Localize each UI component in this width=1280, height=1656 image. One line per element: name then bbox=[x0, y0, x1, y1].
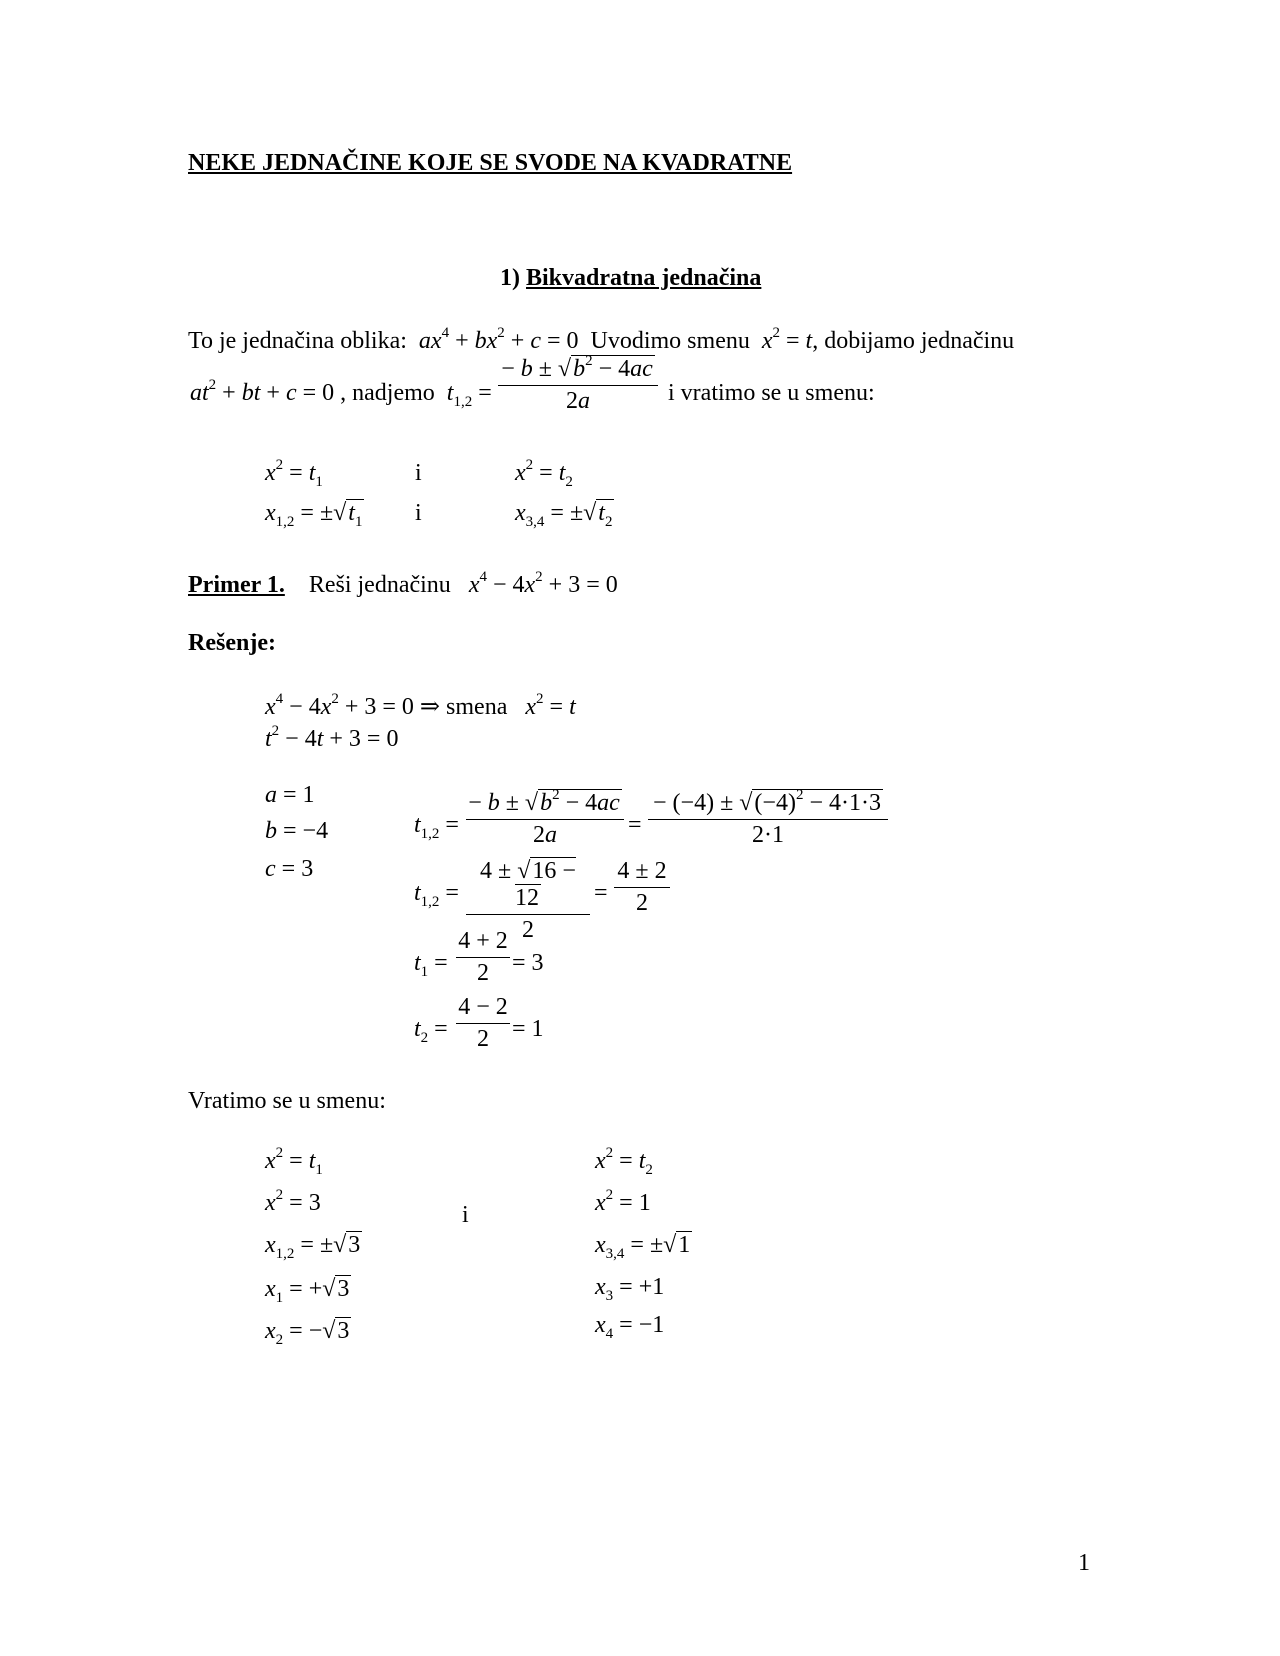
smena-word: smena bbox=[446, 694, 508, 720]
t1-fraction: 4 + 2 2 bbox=[456, 928, 510, 987]
equals-sign-1: = bbox=[628, 812, 642, 838]
t1-result: = 3 bbox=[512, 950, 544, 976]
t12-formula-substituted: − $(-4) \pm √(-4)^2 - 4\cdot 1\cdot 3$ 2·1 bbox=[648, 790, 888, 849]
res-x4: $x_4 = -1$ bbox=[595, 1312, 665, 1342]
eq-x12-sqrt-t1: $x_{1,2} = \pm√t_1$ bbox=[265, 500, 363, 530]
t2-fraction: 4 − 2 2 bbox=[456, 994, 510, 1053]
equals-sign-2: = bbox=[594, 880, 608, 906]
res-x34-sqrt1: $x_{3,4} = \pm√1$ bbox=[595, 1232, 691, 1262]
intro-text-mid: Uvodimo smenu bbox=[590, 328, 750, 354]
conj-i-3: i bbox=[462, 1202, 469, 1228]
intro-text-find: , nadjemo bbox=[340, 380, 435, 406]
t1-label: $t_1$ = bbox=[414, 950, 448, 980]
res-x2-1: $x^2 = 1$ bbox=[595, 1187, 651, 1216]
example-label: Primer 1. bbox=[188, 572, 285, 598]
intro-line-2 bbox=[190, 377, 492, 410]
t12-label: $t_{1,2}$ = bbox=[446, 380, 492, 410]
conj-i-1: i bbox=[415, 460, 422, 486]
res-x2-t2: $x^2 = t_2$ bbox=[595, 1145, 653, 1178]
coef-c: c = 3 bbox=[265, 856, 314, 882]
eq-x34-sqrt-t2: $x_{3,4} = \pm√t_2$ bbox=[515, 500, 613, 530]
page-title: NEKE JEDNAČINE KOJE SE SVODE NA KVADRATNE bbox=[188, 150, 793, 176]
intro-text-start: To je jednačina oblika: bbox=[188, 328, 407, 354]
t2-label: $t_2$ = bbox=[414, 1016, 448, 1046]
res-x2-t1: $x^2 = t_1$ bbox=[265, 1145, 323, 1178]
t12-final: 4 ± 2 2 bbox=[614, 858, 670, 917]
t12-eq-label-2: $t_{1,2}$ = bbox=[414, 880, 459, 910]
page-number: 1 bbox=[1078, 1550, 1090, 1576]
res-x2-3: $x^2 = 3$ bbox=[265, 1187, 321, 1216]
biquadratic-form: $ax^4 + bx^2 + c = 0$ bbox=[418, 325, 585, 354]
intro-text-return: i vratimo se u smenu: bbox=[668, 380, 875, 406]
example-task: Reši jednačinu bbox=[308, 572, 451, 598]
coef-a: a = 1 bbox=[265, 782, 315, 808]
t12-simplified: 4 ± √16 − 12 2 bbox=[466, 858, 590, 944]
section-name: Bikvadratna jednačina bbox=[526, 265, 762, 291]
quadratic-in-t: $at^2$ + bt + c = 0 bbox=[190, 377, 335, 406]
t12-eq-label-1: $t_{1,2}$ = bbox=[414, 812, 459, 842]
eq-x2-t2: $x^2 = t_2$ bbox=[515, 457, 573, 490]
example-line bbox=[188, 569, 618, 599]
solution-label: Rešenje: bbox=[188, 630, 276, 656]
res-x1: $x_1 = +√3$ bbox=[265, 1276, 350, 1306]
intro-line-1 bbox=[188, 325, 1015, 355]
example-equation: $x^4 - 4x^2 + 3 = 0$ bbox=[468, 569, 618, 598]
section-heading bbox=[500, 265, 761, 292]
t12-formula-general: − $b \pm √b^2 - 4ac$ 2a bbox=[466, 790, 624, 849]
res-x12-sqrt3: $x_{1,2} = \pm√3$ bbox=[265, 1232, 361, 1262]
back-substitution-text: Vratimo se u smenu: bbox=[188, 1088, 386, 1114]
res-x2: $x_2 = -√3$ bbox=[265, 1318, 350, 1348]
section-number: 1) bbox=[500, 265, 520, 291]
res-x3: $x_3 = +1$ bbox=[595, 1274, 665, 1304]
solution-step-1: $x^4 - 4x^2 + 3 = 0$ ⇒ smena $x^2 = t$ bbox=[265, 691, 576, 720]
intro-text-end: , dobijamo jednačinu bbox=[812, 328, 1015, 354]
conj-i-2: i bbox=[415, 500, 422, 526]
substitution-formula: $x^2 = t$ bbox=[761, 325, 813, 354]
t2-result: = 1 bbox=[512, 1016, 544, 1042]
quadratic-formula-fraction: − $b \pm √b^2 - 4ac$ 2a bbox=[498, 356, 658, 415]
solution-step-2: $t^2 - 4t + 3 = 0$ bbox=[265, 723, 399, 752]
coef-b: b = −4 bbox=[265, 818, 329, 844]
eq-x2-t1: $x^2 = t_1$ bbox=[265, 457, 323, 490]
